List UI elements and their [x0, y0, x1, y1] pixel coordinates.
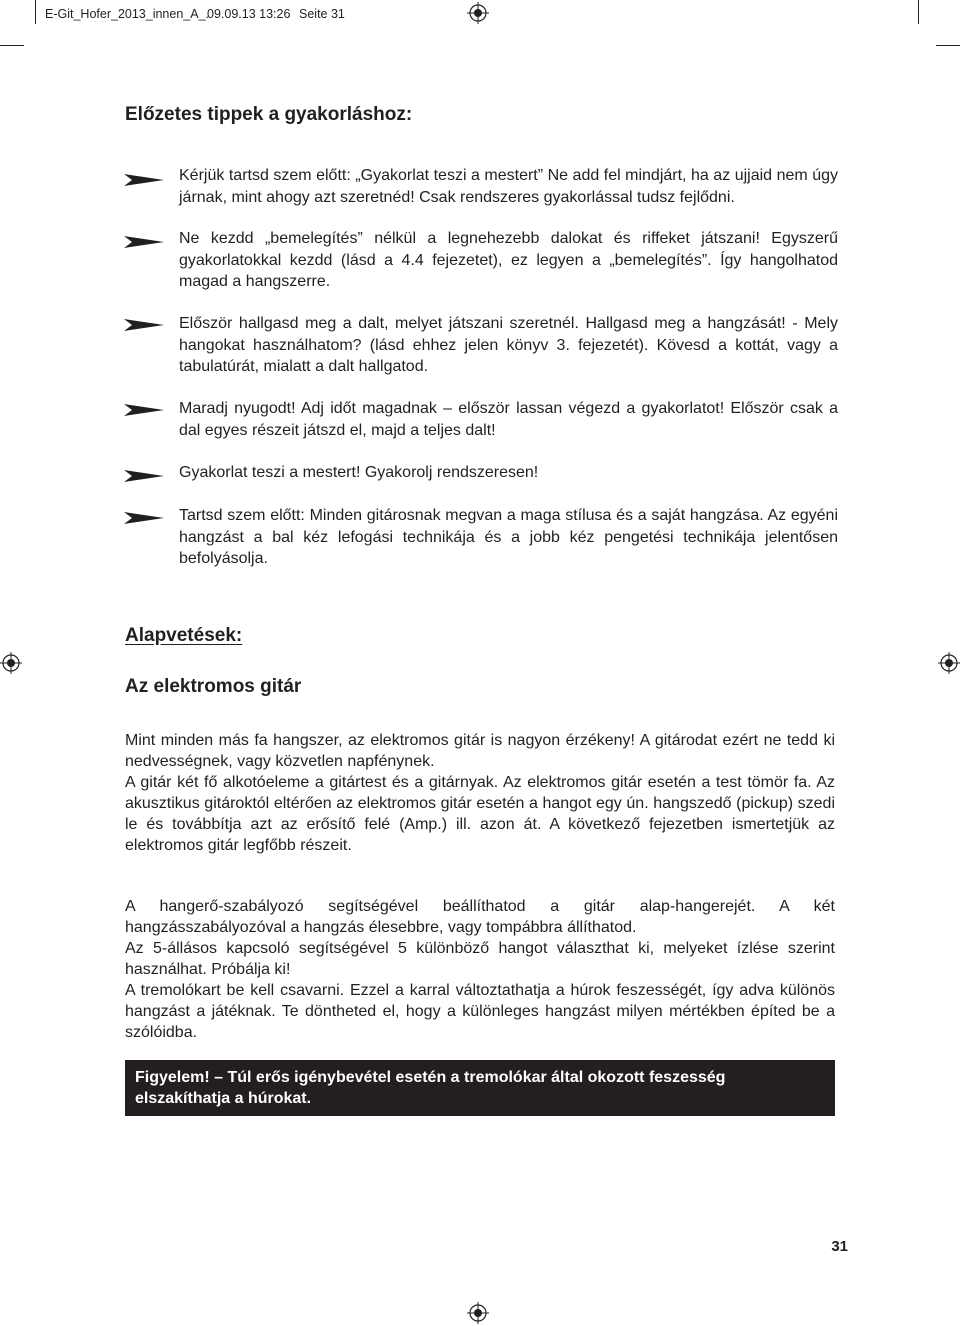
page-number: 31 — [831, 1238, 848, 1255]
tip-text: Ne kezdd „bemelegítés” nélkül a legnehezebb dalokat és riffeket játszani! Egyszerű gyakorlatokkal kezdd (lásd a 4.4 fejezetet), ez legyen a „bemelegítés”. Így hangolhatod magad a hangszerre. — [179, 230, 838, 290]
tips-heading: Előzetes tippek a gyakorláshoz: — [125, 104, 413, 125]
crop-mark-top-right-h — [936, 45, 960, 46]
tip-item — [124, 228, 838, 293]
slug-datetime: 09.09.13 13:26 — [207, 7, 291, 21]
tip-item — [124, 165, 838, 208]
basics-heading: Alapvetések: — [125, 625, 243, 646]
body-sentence: Mint minden más fa hangszer, az elektromos gitár is nagyon érzékeny! A gitárodat ezért ne tedd ki nedvességnek, vagy közvetlen napfénynek. — [125, 732, 835, 770]
tip-item — [124, 398, 838, 441]
body-paragraph — [125, 896, 835, 1043]
arrow-bullet-icon — [124, 171, 164, 189]
slug-filename: E-Git_Hofer_2013_innen_A_. — [45, 7, 210, 21]
tip-text: Először hallgasd meg a dalt, melyet játszani szeretnél. Hallgasd meg a hangzását! - Mely hangokat használhatom? (lásd ehhez jelen könyv 3. fejezetét). Kövesd a kottát, vagy a tabulatúrát, mialatt a dalt hallgatod. — [179, 315, 838, 375]
body-sentence: A gitár két fő alkotóeleme a gitártest és a gitárnyak. Az elektromos gitár esetén a test tömör fa. Az akusztikus gitároktól eltérően az elektromos gitár esetén a hangot egy ún. hangszedő (pickup) szedi le és továbbítja azt az erősítő felé (Amp.) ill. azon át. A következő fejezetben ismertetjük az elektromos gitár legfőbb részeit. — [125, 774, 835, 854]
body-sentence: A hangerő-szabályozó segítségével beállíthatod a gitár alap-hangerejét. A két hangzásszabályozóval a hangzás élesebbre, vagy tompábbra állíthatod. — [125, 898, 835, 936]
slug-page-label: Seite 31 — [299, 7, 345, 21]
body-sentence: Az 5-állásos kapcsoló segítségével 5 különböző hangot választhat ki, melyeket ízlése szerint használhat. Próbálja ki! — [125, 940, 835, 978]
tip-text: Tartsd szem előtt: Minden gitárosnak megvan a maga stílusa és a saját hangzása. Az egyéni hangzást a bal kéz lefogási technikája és a jobb kéz pengetési technikája jelentősen befolyásolja. — [179, 507, 838, 567]
tip-text: Maradj nyugodt! Adj időt magadnak – először lassan végezd a gyakorlatot! Először csak a dal egyes részeit játszd el, majd a teljes dalt! — [179, 400, 838, 439]
crop-mark-top-left — [35, 0, 36, 24]
crop-mark-top-right — [918, 0, 919, 24]
body-sentence: A tremolókart be kell csavarni. Ezzel a karral változtathatja a húrok feszességét, így adva különös hangzást a játéknak. Te döntheted el, hogy a különleges hangzást milyen mértékben építed be a szólóidba. — [125, 982, 835, 1041]
tip-text: Kérjük tartsd szem előtt: „Gyakorlat teszi a mestert” Ne add fel mindjárt, ha az ujjaid nem úgy járnak, mint ahogy azt szeretnéd! Csak rendszeres gyakorlással tudsz fejlődni. — [179, 167, 838, 206]
warning-box: Figyelem! – Túl erős igénybevétel esetén a tremolókar által okozott feszesség elszakíthatja a húrokat. — [125, 1060, 835, 1116]
section-subheading: Az elektromos gitár — [125, 676, 302, 697]
print-slug — [0, 0, 480, 24]
arrow-bullet-icon — [124, 233, 164, 251]
tip-item — [124, 505, 838, 570]
registration-mark-icon — [467, 2, 489, 24]
arrow-bullet-icon — [124, 467, 164, 485]
arrow-bullet-icon — [124, 316, 164, 334]
tip-item — [124, 313, 838, 378]
registration-mark-icon — [938, 652, 960, 674]
arrow-bullet-icon — [124, 401, 164, 419]
tip-text: Gyakorlat teszi a mestert! Gyakorolj rendszeresen! — [179, 464, 539, 481]
registration-mark-icon — [0, 652, 22, 674]
crop-mark-top-left-h — [0, 45, 24, 46]
registration-mark-icon — [467, 1302, 489, 1324]
body-paragraph — [125, 730, 835, 856]
tip-item — [124, 462, 838, 484]
arrow-bullet-icon — [124, 509, 164, 527]
